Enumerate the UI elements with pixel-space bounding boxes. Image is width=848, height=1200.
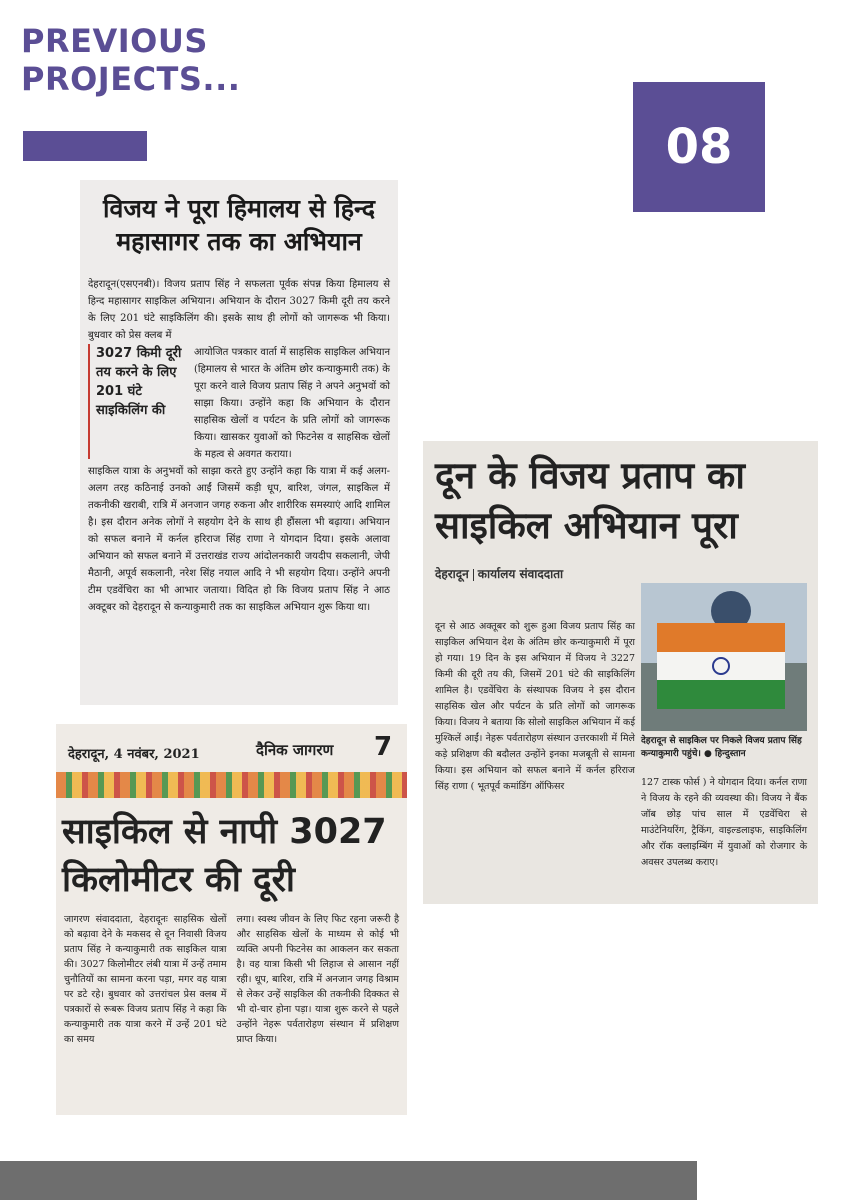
dateline-place: देहरादून (435, 567, 469, 581)
clipping-2-column-2: 127 टास्क फोर्स ) ने योगदान दिया। कर्नल राणा ने विजय के रहने की व्यवस्था की। विजय ने बैंक जॉब छोड़ पांच साल में एडवेंचिरा से माउंटेनियरिंग, ट्रैकिंग, वाइल्डलाइफ, साइकिलिंग और रॉक क्लाइम्बिंग में युवाओं को रोजगार के अवसर उपलब्ध कराए। (641, 777, 807, 868)
clipping-1-headline-line-2: महासागर तक का अभियान (116, 227, 362, 256)
clipping-1-side-text: आयोजित पत्रकार वार्ता में साहसिक साइकिल अभियान (हिमालय से भारत के अंतिम छोर कन्याकुमारी तक) के पूरा करने वाले विजय प्रताप सिंह ने अपने अनुभवों को साझा किया। उन्होंने कहा कि अभियान के दौरान साहसिक खेलों व पर्यटन के प्रति लोगों को जागरूक किया। खासकर युवाओं को फिटनेस व साहसिक खेलों के महत्व से अवगत कराया। (194, 347, 390, 460)
indian-flag-icon (657, 623, 785, 709)
clipping-3-headline-line-2: किलोमीटर की दूरी (62, 860, 295, 900)
flag-white-band (657, 652, 785, 681)
clipping-3-masthead (56, 724, 407, 772)
heading-line-2: PROJECTS... (21, 60, 241, 98)
clipping-3-headline (56, 798, 407, 904)
clipping-3-columns (56, 904, 407, 1047)
clipping-2-column-1: दून से आठ अक्तूबर को शुरू हुआ विजय प्रताप सिंह का साइकिल अभियान देश के अंतिम छोर कन्याकुमारी में पूरा हो गया। 19 दिन के इस अभियान में विजय ने 3227 किमी की दूरी तय की, जिसमें 201 घंटे की साइकिलिंग शामिल है। एडवेंचिरा के संस्थापक विजय ने इस दौरान साहसिक खेल और पर्यटन के प्रति लोगों को जागरूक किया। विजय ने बताया कि सोलो साइकिल अभियान में कई मुश्किलें आईं। नेहरू पर्वतारोहण संस्थान उत्तरकाशी में मिले कड़े प्रशिक्षण की बदौलत उन्होंने इनका मजबूती से सामना किया। इस अभियान को सफल बनाने में कर्नल हरिराज सिंह राणा ( भूतपूर्व कमांडिंग ऑफिसर (435, 621, 635, 792)
heading-line-1: PREVIOUS (21, 22, 208, 60)
page-heading (21, 22, 240, 98)
dateline-divider (473, 569, 474, 581)
newspaper-clipping-3 (56, 724, 407, 1115)
clipping-1-lead: देहरादून(एसएनबी)। विजय प्रताप सिंह ने सफलता पूर्वक संपन्न किया हिमालय से हिन्द महासागर साइकिल अभियान। अभियान के दौरान 3027 किमी दूरी तय करने के लिए 201 घंटे साइकिलिंग की। इसके साथ ही लोगों को जागरूक भी किया। बुधवार को प्रेस क्लब में (88, 279, 390, 341)
clipping-1-pullquote: 3027 किमी दूरी तय करने के लिए 201 घंटे साइकिलिंग की (88, 344, 186, 459)
cyclist-with-flag-photo (641, 583, 807, 731)
clipping-2-headline (423, 441, 818, 551)
page-number: 08 (665, 119, 733, 175)
page-number-badge (633, 82, 765, 212)
clipping-1-headline (80, 192, 398, 258)
accent-bar (23, 131, 147, 161)
clipping-1-headline-line-1: विजय ने पूरा हिमालय से हिन्द (103, 194, 375, 223)
newspaper-clipping-1 (80, 180, 398, 705)
flag-saffron-band (657, 623, 785, 652)
clipping-1-body: साइकिल यात्रा के अनुभवों को साझा करते हुए उन्होंने कहा कि यात्रा में कई अलग-अलग तरह कठिनाई उनको आईं जिसमें कड़ी धूप, बारिश, जंगल, साइकिल में तकनीकी खराबी, रात्रि में अनजान जगह रुकना और शारीरिक समस्याएं आदि शामिल है। इस दौरान अनेक लोगों ने सहयोग देने के साथ ही हौंसला भी बढ़ाया। अभियान को सफल बनाने में कर्नल हरिराज सिंह राणा ने योगदान दिया। इसके अलावा अभियान को सफल बनाने में उत्तराखंड राज्य आंदोलनकारी जयदीप सकलानी, जेपी मैठानी, अपूर्व सकलानी, नरेश सिंह नयाल आदि ने भी सहयोग दिया। उन्होंने अपनी टीम एडवेंचिरा का भी आभार जताया। विदित हो कि विजय प्रताप सिंह ने आठ अक्टूबर को देहरादून से कन्याकुमारी तक का साइकिल अभियान शुरू किया था। (88, 466, 390, 613)
ashoka-chakra-icon (712, 657, 730, 675)
clipping-3-date: देहरादून, 4 नवंबर, 2021 (68, 747, 200, 762)
dateline-source: कार्यालय संवाददाता (477, 567, 564, 581)
newspaper-page-number: 7 (374, 732, 393, 762)
flag-green-band (657, 680, 785, 709)
clipping-2-headline-line-2: साइकिल अभियान पूरा (435, 504, 738, 547)
clipping-3-column-1: जागरण संवाददाता, देहरादूनः साहसिक खेलों को बढ़ावा देने के मकसद से दून निवासी विजय प्रताप सिंह ने कन्याकुमारी तक साइकिल यात्रा की। 3027 किलोमीटर लंबी यात्रा में उन्हें तमाम चुनौतियों का सामना करना पड़ा, मगर वह यात्रा पर डटे रहे। बुधवार को उत्तरांचल प्रेस क्लब में पत्रकारों से रूबरू विजय प्रताप सिंह ने कहा कि कन्याकुमारी तक यात्रा करने में उन्हें 201 घंटे का समय (64, 914, 227, 1045)
photo-caption: देहरादून से साइकिल पर निकले विजय प्रताप सिंह कन्याकुमारी पहुंचे। ● हिन्दुस्तान (641, 736, 802, 759)
clipping-2-headline-line-1: दून के विजय प्रताप का (435, 454, 745, 497)
clipping-3-headline-line-1: साइकिल से नापी 3027 (62, 812, 387, 852)
decorative-garland (56, 772, 407, 798)
footer-bar (0, 1161, 697, 1200)
clipping-3-column-2: लगा। स्वस्थ जीवन के लिए फिट रहना जरूरी है और साहसिक खेलों के माध्यम से कोई भी व्यक्ति अपनी फिटनेस का आकलन कर सकता है। वह यात्रा किसी भी लिहाज से आसान नहीं रही। धूप, बारिश, रात्रि में अनजान जगह विश्राम से लेकर उन्हें साइकिल की तकनीकी दिक्कत से भी दो-चार होना पड़ा। यात्रा शुरू करने से पहले उन्होंने नेहरू पर्वतारोहण संस्थान में प्रशिक्षण प्राप्त किया। (236, 914, 399, 1045)
clipping-1-middle (80, 344, 398, 463)
newspaper-clipping-2 (423, 441, 818, 904)
newspaper-name: दैनिक जागरण (256, 741, 334, 759)
